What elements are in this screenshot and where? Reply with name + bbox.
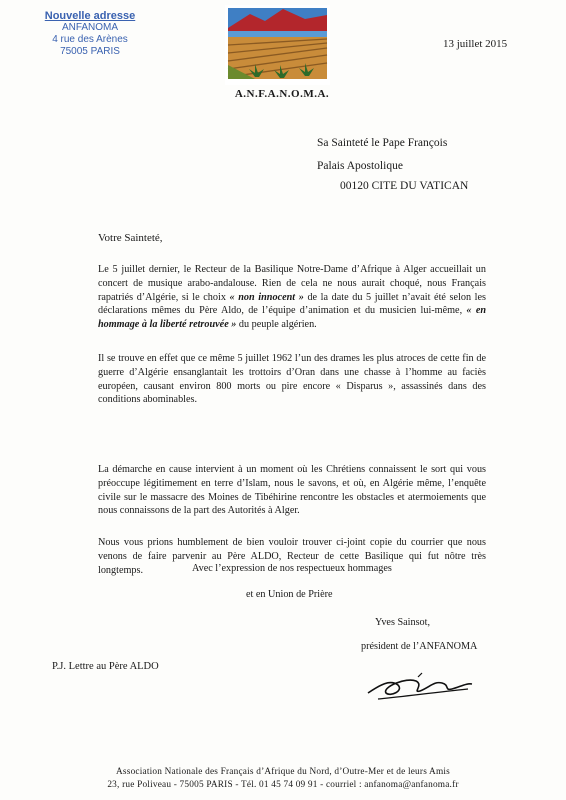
footer-association: Association Nationale des Français d’Afrique du Nord, d’Outre-Mer et de leurs Amis xyxy=(116,767,450,777)
closing-line-1: Avec l’expression de nos respectueux hommages xyxy=(192,563,392,574)
handwritten-signature xyxy=(360,663,480,705)
paragraph-3: La démarche en cause intervient à un moment où les Chrétiens connaissent le sort qui vous préoccupe légitimement en terre d’Islam, nous le savons, et où, en Algérie même, l’enquête civile sur le massacre des Moines de Tibéhirine rencontre les obstacles et atermoiements que nous connaissons de la part des Autorités à Alger. xyxy=(98,464,486,517)
salutation: Votre Sainteté, xyxy=(98,232,163,244)
stamp-title: Nouvelle adresse xyxy=(44,10,136,22)
organization-name: A.N.F.A.N.O.M.A. xyxy=(234,88,330,100)
stamp-city: 75005 PARIS xyxy=(60,46,120,57)
paragraph-1 xyxy=(98,263,486,332)
anfanoma-logo xyxy=(225,5,330,85)
letter-date: 13 juillet 2015 xyxy=(443,38,508,50)
paragraph-4: Nous vous prions humblement de bien vouloir trouver ci-joint copie du courrier que nous venons de faire parvenir au Père ALDO, Recteur de cette Basilique qui fut nôtre très longtemps. xyxy=(98,537,486,576)
footer-contact: 23, rue Poliveau - 75005 PARIS - Tél. 01 45 74 09 91 - courriel : anfanoma@anfanoma.fr xyxy=(107,780,459,790)
p1-text-c: de la date du 5 juillet n’avait été selon les déclarations mêmes du Père Aldo, de l’équipe d’animation et du musicien lui-même, xyxy=(98,291,486,317)
signer-title: président de l’ANFANOMA xyxy=(361,641,478,652)
address-stamp xyxy=(30,10,150,58)
closing-line-2: et en Union de Prière xyxy=(246,589,333,600)
stamp-street: 4 rue des Arènes xyxy=(52,34,128,45)
paragraph-2: Il se trouve en effet que ce même 5 juillet 1962 l’un des drames les plus atroces de cette fin de guerre d’Algérie ensanglantait les trottoirs d’Oran dans une chasse à l’homme au faciès européen, causant environ 800 morts ou pire encore « Disparus », assassinés dans des conditions abominables. xyxy=(98,353,486,406)
p1-emphasis-1: « non innocent » xyxy=(229,291,304,303)
p1-text-a: Le 5 juillet dernier, le Recteur de la Basilique Notre-Dame d’Afrique à Alger accueillait un concert de musique arabo-andalouse. Rien de cela ne nous aurait choqué, nous Français rapatriés d’Algérie, si le choix xyxy=(98,264,486,303)
recipient-name: Sa Sainteté le Pape François xyxy=(317,137,448,149)
stamp-org: ANFANOMA xyxy=(61,22,119,33)
recipient-place: Palais Apostolique xyxy=(317,160,403,172)
signer-name: Yves Sainsot, xyxy=(375,617,431,628)
enclosure-note: P.J. Lettre au Père ALDO xyxy=(52,661,159,672)
p1-text-e: du peuple algérien. xyxy=(236,319,317,331)
recipient-city: 00120 CITE DU VATICAN xyxy=(340,180,469,192)
p1-emphasis-2: « en hommage à la liberté retrouvée » xyxy=(98,305,486,331)
